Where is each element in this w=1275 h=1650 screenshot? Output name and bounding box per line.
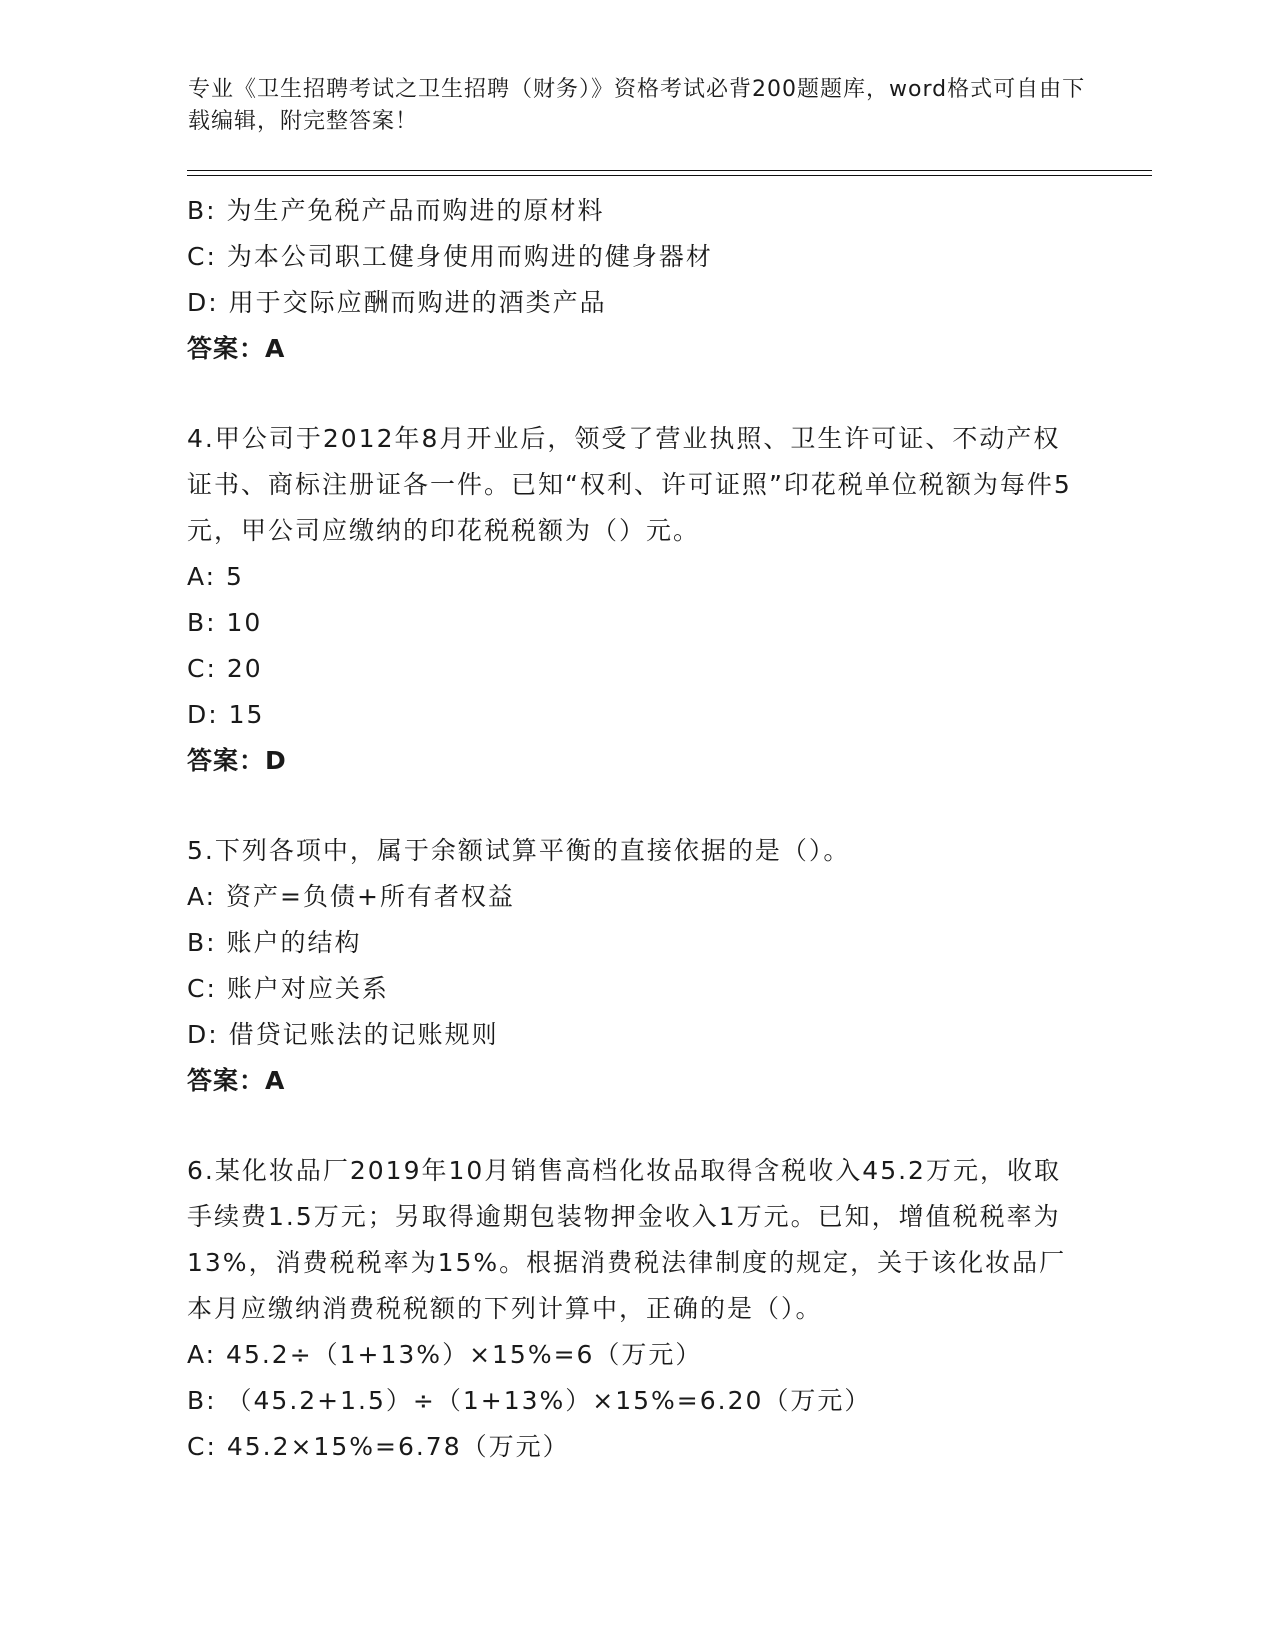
option-b: B: 账户的结构 [187, 928, 362, 957]
question-6 [187, 1148, 1087, 1470]
question-3-tail [187, 188, 1087, 372]
option-a: A: 45.2÷（1+13%）×15%=6（万元） [187, 1340, 703, 1369]
spacer [187, 1104, 1087, 1148]
answer-line: 答案：A [187, 1066, 286, 1095]
option-c: C: 为本公司职工健身使用而购进的健身器材 [187, 242, 713, 271]
option-d: D: 用于交际应酬而购进的酒类产品 [187, 288, 607, 317]
option-b: B: （45.2+1.5）÷（1+13%）×15%=6.20（万元） [187, 1386, 872, 1415]
option-b: B: 10 [187, 608, 263, 637]
header-rule-bottom [187, 175, 1152, 176]
question-text: 5.下列各项中，属于余额试算平衡的直接依据的是（）。 [187, 836, 851, 865]
question-text: 6.某化妆品厂2019年10月销售高档化妆品取得含税收入45.2万元，收取手续费1.5万元；另取得逾期包装物押金收入1万元。已知，增值税税率为13%，消费税税率为15%。根据消费税法律制度的规定，关于该化妆品厂本月应缴纳消费税税额的下列计算中，正确的是（）。 [187, 1156, 1067, 1323]
option-b: B: 为生产免税产品而购进的原材料 [187, 196, 605, 225]
answer-line: 答案：D [187, 746, 287, 775]
option-c: C: 账户对应关系 [187, 974, 389, 1003]
option-d: D: 15 [187, 700, 265, 729]
option-a: A: 资产=负债+所有者权益 [187, 882, 515, 911]
spacer [187, 784, 1087, 828]
question-4 [187, 416, 1087, 784]
option-a: A: 5 [187, 562, 244, 591]
header-rule-top [187, 170, 1152, 171]
option-c: C: 20 [187, 654, 263, 683]
spacer [187, 372, 1087, 416]
question-content [187, 188, 1087, 1470]
answer-line: 答案：A [187, 334, 286, 363]
option-c: C: 45.2×15%=6.78（万元） [187, 1432, 570, 1461]
option-d: D: 借贷记账法的记账规则 [187, 1020, 499, 1049]
question-text: 4.甲公司于2012年8月开业后，领受了营业执照、卫生许可证、不动产权证书、商标注册证各一件。已知“权利、许可证照”印花税单位税额为每件5元，甲公司应缴纳的印花税税额为（）元。 [187, 424, 1072, 545]
question-5 [187, 828, 1087, 1104]
page-header: 专业《卫生招聘考试之卫生招聘（财务）》资格考试必背200题题库，word格式可自由下载编辑，附完整答案！ [188, 77, 1086, 134]
